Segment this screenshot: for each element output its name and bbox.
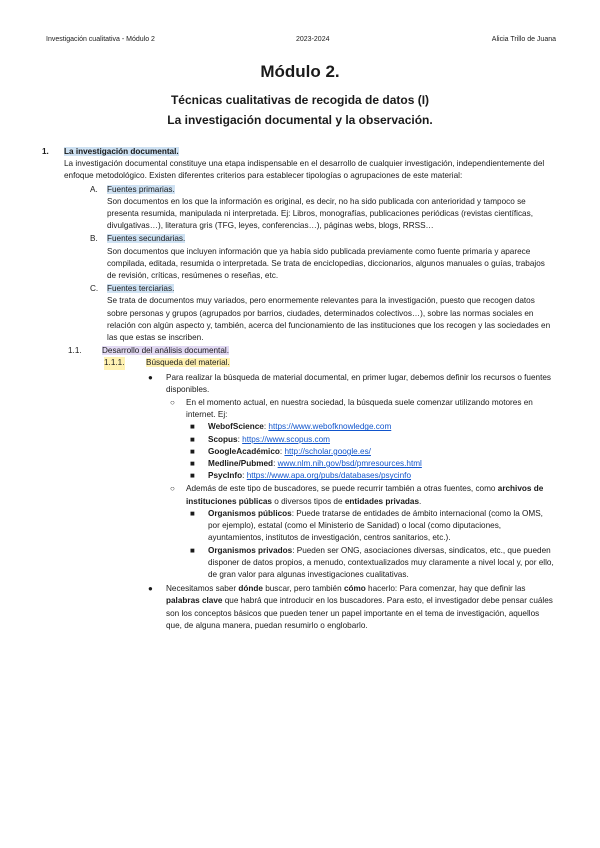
source-letter: A. bbox=[90, 184, 98, 194]
source-secondary-text: Son documentos que incluyen información que ya había sido publicada previamente como fuente primaria y aparece compilada, editada, resumida o interpretada. Se trata de enciclopedias, diccionarios, algunos manuales o guías, trabajos de revisión, críticas, resúmenes o reseñas, etc. bbox=[107, 246, 545, 281]
org-private-text: : Pueden ser ONG, asociaciones diversas, sindicatos, etc., que pueden disponer de datos propios, a menudo, contextualizados muy claramente a nivel local y, por ello, de gran valor para algunas investigaciones cualitativas. bbox=[208, 545, 554, 579]
sub-bullet-item bbox=[46, 397, 556, 421]
engine-item: ■ Medline/Pubmed: www.nlm.nih.gov/bsd/pmresources.html bbox=[46, 458, 556, 470]
org-private-item bbox=[46, 545, 556, 582]
header-author: Alicia Trillo de Juana bbox=[491, 36, 556, 43]
square-bullet-icon: ■ bbox=[190, 446, 195, 456]
engine-name: PsycInfo bbox=[208, 471, 243, 481]
engine-name: GoogleAcadémico bbox=[208, 446, 280, 456]
sub-bullet-text: Además de este tipo de buscadores, se puede recurrir también a otras fuentes, como archivos de instituciones públicas o diversos tipos de entidades privadas. bbox=[186, 484, 544, 506]
page-title: Módulo 2. bbox=[260, 62, 340, 81]
engine-link[interactable]: https://www.scopus.com bbox=[242, 434, 330, 444]
source-letter: C. bbox=[90, 284, 99, 294]
bullet-text: Para realizar la búsqueda de material documental, en primer lugar, debemos definir los recursos o fuentes disponibles. bbox=[166, 372, 552, 394]
page-subtitle-1: Técnicas cualitativas de recogida de datos (I) bbox=[170, 93, 430, 107]
square-bullet-icon: ■ bbox=[190, 459, 195, 469]
engine-link[interactable]: www.nlm.nih.gov/bsd/pmresources.html bbox=[277, 459, 422, 469]
square-bullet-icon: ■ bbox=[190, 434, 195, 444]
square-bullet-icon: ■ bbox=[190, 508, 195, 518]
source-primary-heading bbox=[46, 184, 556, 196]
section-1-1-1-heading bbox=[46, 357, 556, 369]
square-bullet-icon: ■ bbox=[190, 471, 195, 481]
bullet-dot-icon: ● bbox=[148, 372, 153, 382]
engine-name: WebofScience bbox=[208, 422, 264, 432]
org-public-item bbox=[46, 508, 556, 545]
circle-bullet-icon: ○ bbox=[170, 398, 175, 408]
engine-item: ■ WebofScience: https://www.webofknowledge.com bbox=[46, 421, 556, 433]
section-number: 1.1. bbox=[68, 346, 82, 356]
source-letter: B. bbox=[90, 234, 98, 244]
section-1-1-heading bbox=[46, 345, 556, 357]
engine-item: ■ GoogleAcadémico: http://scholar.google.es/ bbox=[46, 446, 556, 458]
bullet-item bbox=[46, 372, 556, 396]
section-1-intro: La investigación documental constituye una etapa indispensable en el desarrollo de cualquier investigación, independientemente del enfoque metodológico. Existen diferentes criterios para establecer tipologías o agrupaciones de este material: bbox=[64, 159, 545, 181]
org-private-label: Organismos privados bbox=[208, 545, 293, 555]
engine-link[interactable]: http://scholar.google.es/ bbox=[284, 446, 371, 456]
sub-bullet-text: En el momento actual, en nuestra sociedad, la búsqueda suele comenzar utilizando motores en internet. Ej: bbox=[186, 398, 533, 420]
source-label: Fuentes primarias. bbox=[107, 184, 175, 194]
section-title: Búsqueda del material. bbox=[146, 358, 230, 368]
section-title: La investigación documental. bbox=[64, 147, 179, 156]
source-tertiary-heading bbox=[46, 283, 556, 295]
source-secondary-heading bbox=[46, 233, 556, 245]
page-subtitle-2: La investigación documental y la observación. bbox=[167, 113, 433, 127]
square-bullet-icon: ■ bbox=[190, 545, 195, 555]
section-title: Desarrollo del análisis documental. bbox=[102, 346, 229, 356]
bullet-text: Necesitamos saber dónde buscar, pero también cómo hacerlo: Para comenzar, hay que definir las palabras clave que habrá que introducir en los buscadores. Para esto, el investigador debe pensar cuáles son los conceptos básicos que pueden tener un papel importante en el tema de investigación, aquellos que, de alguna manera, puedan resumirlo o englobarlo. bbox=[166, 584, 553, 630]
circle-bullet-icon: ○ bbox=[170, 484, 175, 494]
document-body bbox=[42, 146, 556, 632]
engine-name: Scopus bbox=[208, 434, 238, 444]
bullet-item bbox=[46, 583, 556, 632]
section-1-heading bbox=[42, 146, 556, 158]
source-label: Fuentes secundarias. bbox=[107, 234, 186, 244]
org-public-label: Organismos públicos bbox=[208, 508, 292, 518]
header-year: 2023-2024 bbox=[296, 36, 330, 43]
engine-name: Medline/Pubmed bbox=[208, 459, 274, 469]
engine-item: ■ PsycInfo: https://www.apa.org/pubs/databases/psycinfo bbox=[46, 470, 556, 482]
source-tertiary-text: Se trata de documentos muy variados, pero enormemente relevantes para la investigación, puesto que recogen datos sobre personas y grupos (agrupados por barrios, ciudades, determinados colectivos…), sobre las normas sociales en relación con algún aspecto y, también, acerca del funcionamiento de las instituciones que los recogen y las sociedades en las que estas se inscriben. bbox=[107, 296, 551, 343]
org-public-text: : Puede tratarse de entidades de ámbito internacional (como la OMS, por ejemplo), estatal (como el Ministerio de Sanidad) o local (como diputaciones, ayuntamientos, institutos de investigación, centros sanitarios, etc.). bbox=[208, 508, 543, 543]
page-header bbox=[0, 36, 600, 48]
bullet-dot-icon: ● bbox=[148, 584, 153, 594]
engine-link[interactable]: https://www.webofknowledge.com bbox=[268, 422, 392, 432]
header-course: Investigación cualitativa - Módulo 2 bbox=[46, 36, 155, 43]
engine-item: ■ Scopus: https://www.scopus.com bbox=[46, 434, 556, 446]
square-bullet-icon: ■ bbox=[190, 422, 195, 432]
source-label: Fuentes terciarias. bbox=[107, 284, 175, 294]
source-primary-text: Son documentos en los que la información es original, es decir, no ha sido publicada con anterioridad y tampoco se presenta resumida, manipulada ni interpretada. Ej: Libros, monografías, publicaciones periódicas (revistas científicas, divulgativas…), literatura gris (TFG, leyes, conferencias…), páginas webs, blogs, RRSS… bbox=[107, 196, 533, 231]
engine-link[interactable]: https://www.apa.org/pubs/databases/psycinfo bbox=[246, 471, 412, 481]
sub-bullet-item bbox=[46, 483, 556, 507]
section-number: 1. bbox=[42, 147, 49, 156]
section-number: 1.1.1. bbox=[104, 357, 125, 369]
